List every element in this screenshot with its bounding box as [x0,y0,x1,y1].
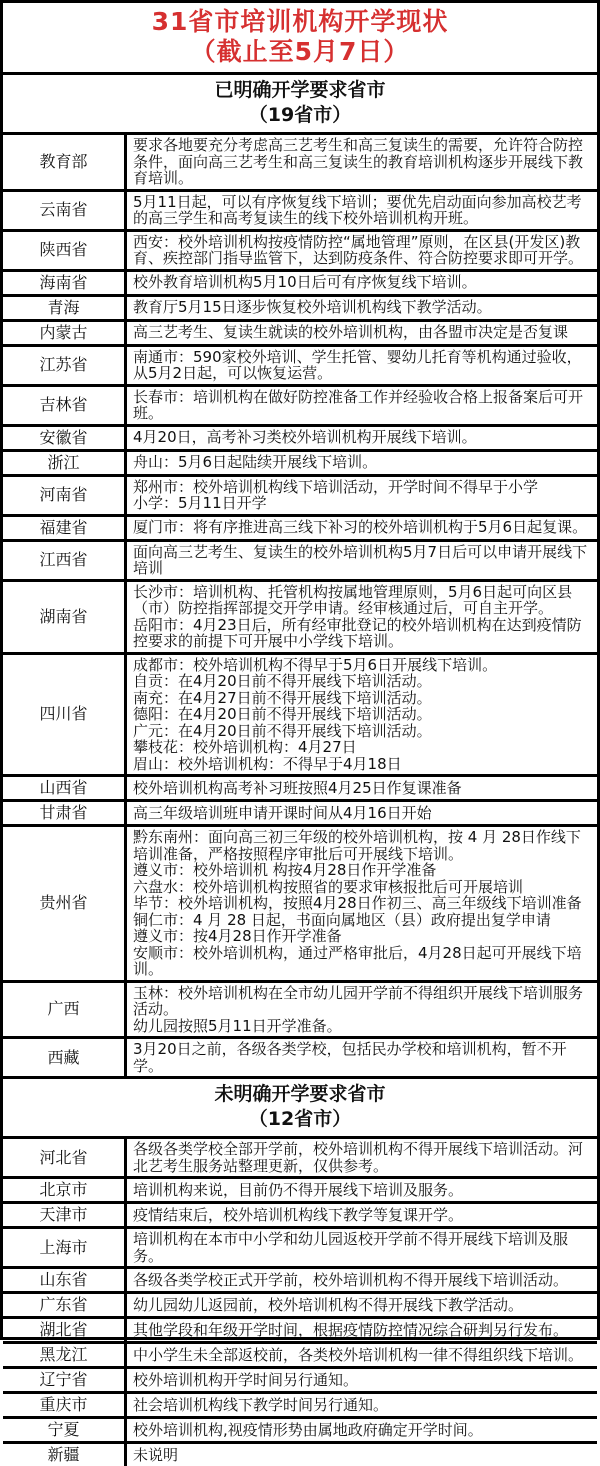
content-line: 六盘水：校外培训机构按照省的要求审核报批后可开展培训 [133,877,524,896]
section-header [3,1079,597,1139]
region-cell: 江苏省 [3,347,127,384]
content-line: 德阳：在4月20日前不得开展线下培训活动。 [133,705,432,723]
region-cell: 广东省 [3,1294,127,1316]
region-cell: 海南省 [3,272,127,294]
page-title-line2: （截止至5月7日） [190,37,410,66]
table-row [3,1294,597,1319]
content-line: 幼儿园按照5月11日开学准备。 [133,1016,342,1035]
content-cell [127,1039,597,1076]
region-cell: 四川省 [3,655,127,775]
content-line: 广元：在4月20日前不得开展线下培训活动。 [133,721,432,740]
content-line: 要求各地要充分考虑高三艺考生和高三复读生的需要，允许符合防控条件，面向高三艺考生和高三复读生的教育培训机构逐步开展线下教育培训。 [133,136,584,187]
content-cell [127,1319,597,1341]
content-cell [127,1444,597,1466]
region-cell: 江西省 [3,542,127,579]
region-cell: 河北省 [3,1139,127,1176]
table-row [3,1039,597,1079]
content-line: 安顺市：校外培训机构，通过严格审批后，4月28日起可开展线下培训。 [133,943,582,978]
region-cell: 青海 [3,297,127,319]
table-row [3,983,597,1040]
content-line: 培训机构来说，目前仍不得开展线下培训及服务。 [133,1180,464,1199]
section-header-line: （12省市） [248,1108,352,1130]
content-line: 遵义市：按4月28日作开学准备 [133,927,342,945]
content-line: 岳阳市：4月23日后，所有经审批登记的校外培训机构在达到疫情防控要求的前提下可开展中小学线下培训。 [133,615,582,650]
content-cell [127,1139,597,1176]
table-row [3,1419,597,1444]
region-cell: 陕西省 [3,232,127,269]
table-row [3,347,597,387]
region-cell: 湖南省 [3,582,127,652]
content-line: 高三艺考生、复读生就读的校外培训机构，由各盟市决定是否复课 [133,323,569,342]
content-cell [127,1419,597,1441]
table-row [3,1369,597,1394]
table-row [3,582,597,655]
region-cell: 辽宁省 [3,1369,127,1391]
region-cell: 山西省 [3,777,127,799]
region-cell: 湖北省 [3,1319,127,1341]
content-line: 中小学生未全部返校前，各类校外培训机构一律不得组织线下培训。 [133,1345,584,1364]
region-cell: 天津市 [3,1204,127,1226]
content-line: 小学：5月11日开学 [133,494,267,512]
content-line: 南通市：590家校外培训、学生托管、婴幼儿托育等机构通过验收，从5月2日起，可以恢复运营。 [133,347,582,382]
region-cell: 重庆市 [3,1394,127,1416]
content-cell [127,477,597,514]
region-cell: 教育部 [3,135,127,189]
table-row [3,192,597,232]
content-cell [127,1344,597,1366]
table-row [3,272,597,297]
page-title-line1: 31省市培训机构开学现状 [151,7,449,36]
table-sections [3,75,597,1466]
content-cell [127,1369,597,1391]
content-cell [127,1394,597,1416]
content-cell [127,347,597,384]
table-row [3,1204,597,1229]
region-cell: 广西 [3,983,127,1037]
content-cell [127,1179,597,1201]
content-cell [127,827,597,980]
content-line: 各级各类学校正式开学前，校外培训机构不得开展线下培训活动。 [133,1270,569,1289]
table-row [3,322,597,347]
region-cell: 安徽省 [3,427,127,449]
content-line: 幼儿园幼儿返园前，校外培训机构不得开展线下教学活动。 [133,1295,524,1314]
content-cell [127,777,597,799]
region-cell: 北京市 [3,1179,127,1201]
table-row [3,1394,597,1419]
content-line: 校外培训机构,视疫情形势由属地政府确定开学时间。 [133,1420,483,1439]
content-line: 眉山：校外培训机构：不得早于4月18日 [133,754,402,773]
content-cell [127,135,597,189]
content-cell [127,192,597,229]
table-row [3,297,597,322]
content-cell [127,655,597,775]
content-line: 南充：在4月27日前不得开展线下培训活动。 [133,688,432,707]
content-cell [127,297,597,319]
section-header-line: （19省市） [248,104,352,126]
content-cell [127,802,597,824]
table-row [3,1344,597,1369]
content-line: 铜仁市：4 月 28 日起，书面向属地区（县）政府提出复学申请 [133,910,551,929]
region-cell: 山东省 [3,1269,127,1291]
content-line: 4月20日，高考补习类校外培训机构开展线下培训。 [133,428,477,447]
content-line: 其他学段和年级开学时间，根据疫情防控情况综合研判另行发布。 [133,1320,569,1339]
content-line: 校外教育培训机构5月10日后可有序恢复线下培训。 [133,273,477,292]
content-cell [127,387,597,424]
region-cell: 吉林省 [3,387,127,424]
content-cell [127,427,597,449]
table-row [3,1269,597,1294]
content-cell [127,322,597,344]
content-line: 疫情结束后，校外培训机构线下教学等复课开学。 [133,1205,464,1224]
region-cell: 云南省 [3,192,127,229]
content-cell [127,542,597,579]
content-line: 面向高三艺考生、复读生的校外培训机构5月7日后可以申请开展线下培训 [133,542,588,577]
region-cell: 河南省 [3,477,127,514]
table-row [3,452,597,477]
content-line: 毕节：校外培训机构，按照4月28日作初三、高三年级线下培训准备 [133,894,582,912]
table-row [3,1319,597,1344]
section-header [3,75,597,135]
content-cell [127,272,597,294]
content-cell [127,582,597,652]
content-line: 社会培训机构线下教学时间另行通知。 [133,1395,389,1414]
content-line: 玉林：校外培训机构在全市幼儿园开学前不得组织开展线下培训服务活动。 [133,983,584,1018]
table-row [3,1139,597,1179]
content-line: 各级各类学校全部开学前，校外培训机构不得开展线下培训活动。河北艺考生服务站整理更新，仅供参考。 [133,1140,584,1175]
content-line: 培训机构在本市中小学和幼儿园返校开学前不得开展线下培训及服务。 [133,1230,569,1265]
table-row [3,827,597,983]
content-line: 校外培训机构开学时间另行通知。 [133,1370,359,1389]
table-row [3,387,597,427]
content-cell [127,1294,597,1316]
table-row [3,1444,597,1466]
content-cell [127,1204,597,1226]
table-row [3,1229,597,1269]
region-cell: 新疆 [3,1444,127,1466]
table-row [3,477,597,517]
content-line: 校外培训机构高考补习班按照4月25日作复课准备 [133,778,462,797]
region-cell: 甘肃省 [3,802,127,824]
content-line: 成都市：校外培训机构不得早于5月6日开展线下培训。 [133,655,498,674]
table-row [3,777,597,802]
content-line: 遵义市：校外培训机 构按4月28日作开学准备 [133,861,437,879]
content-line: 西安：校外培训机构按疫情防控“属地管理”原则，在区县(开发区)教育、疾控部门指导监管下，达到防疫条件、符合防控要求即可开学。 [133,232,584,267]
region-cell: 福建省 [3,517,127,539]
region-cell: 内蒙古 [3,322,127,344]
content-line: 厦门市：将有序推进高三线下补习的校外培训机构于5月6日起复课。 [133,518,588,537]
region-cell: 上海市 [3,1229,127,1266]
content-line: 教育厅5月15日逐步恢复校外培训机构线下教学活动。 [133,298,492,317]
content-line: 攀枝花：校外培训机构：4月27日 [133,738,357,756]
region-cell: 西藏 [3,1039,127,1076]
section-header-line: 未明确开学要求省市 [214,1083,386,1105]
table-row [3,802,597,827]
region-cell: 浙江 [3,452,127,474]
content-line: 郑州市：校外培训机构线下培训活动，开学时间不得早于小学 [133,477,539,496]
table-row [3,542,597,582]
content-line: 高三年级培训班申请开课时间从4月16日开始 [133,803,432,822]
content-line: 自贡：在4月20日前不得开展线下培训活动。 [133,672,432,690]
content-cell [127,232,597,269]
content-line: 长沙市：培训机构、托管机构按属地管理原则，5月6日起可向区县（市）防控指挥部提交开学申请。经审核通过后，可自主开学。 [133,582,573,617]
content-line: 舟山：5月6日起陆续开展线下培训。 [133,453,378,472]
content-cell [127,452,597,474]
table-row [3,655,597,778]
content-cell [127,1229,597,1266]
section-header-line: 已明确开学要求省市 [214,79,386,101]
content-line: 3月20日之前，各级各类学校，包括民办学校和培训机构，暂不开学。 [133,1040,567,1075]
region-cell: 贵州省 [3,827,127,980]
table-row [3,517,597,542]
region-cell: 黑龙江 [3,1344,127,1366]
table-row [3,135,597,192]
table-row [3,1179,597,1204]
content-cell [127,517,597,539]
content-line: 黔东南州：面向高三初三年级的校外培训机构，按 4 月 28日作线下培训准备，严格按照程序审批后可开展线下培训。 [133,828,581,863]
content-line: 长春市：培训机构在做好防控准备工作并经验收合格上报备案后可开班。 [133,387,584,422]
table-row [3,232,597,272]
content-cell [127,1269,597,1291]
region-cell: 宁夏 [3,1419,127,1441]
content-cell [127,983,597,1037]
table-row [3,427,597,452]
content-line: 未说明 [133,1445,179,1464]
page-title [3,3,597,75]
content-line: 5月11日起，可以有序恢复线下培训；要优先启动面向参加高校艺考的高三学生和高考复读生的线下校外培训机构开班。 [133,192,582,227]
